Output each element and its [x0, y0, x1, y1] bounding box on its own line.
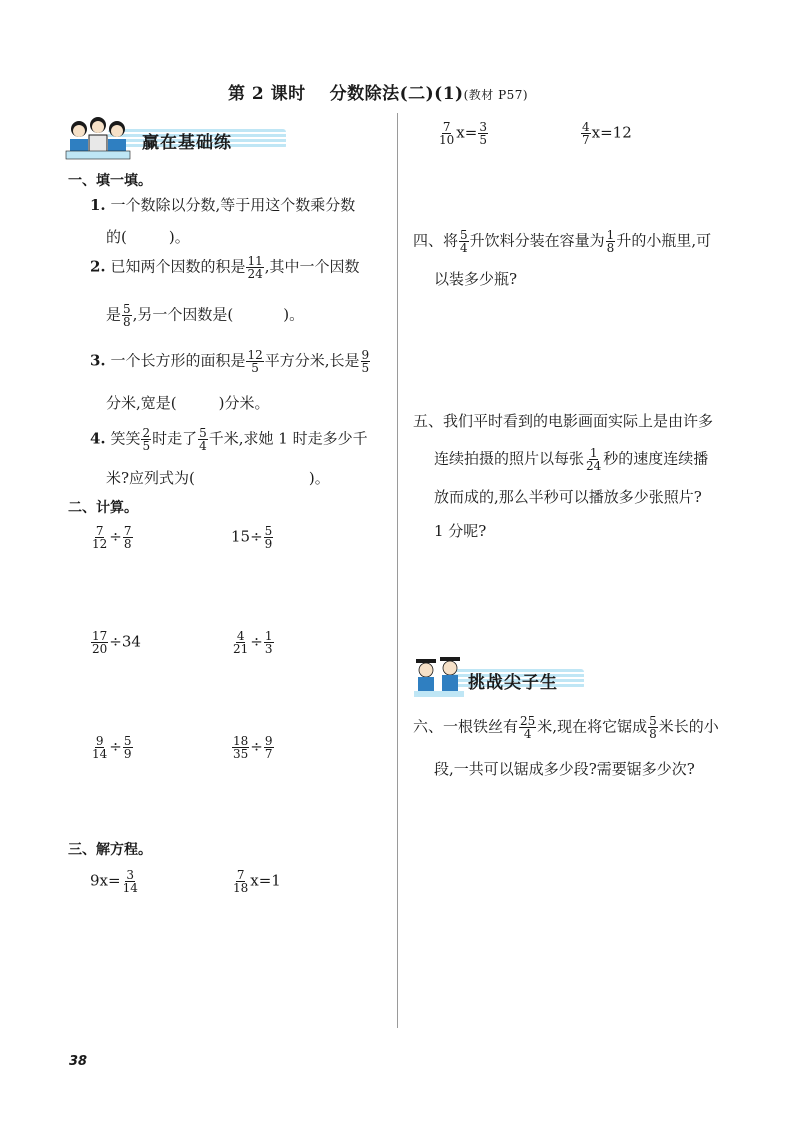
column-divider	[397, 113, 398, 1028]
section-heading-fill: 一、填一填。	[68, 173, 152, 189]
banner-title: 赢在基础练	[142, 133, 232, 153]
section-heading-calc: 二、计算。	[68, 500, 138, 516]
fraction: $\frac{5}{8}$	[123, 302, 131, 329]
problem-6-line-2: 段,一共可以锯成多少段?需要锯多少次?	[434, 760, 695, 778]
question-3-line-1: 3. 一个长方形的面积是 $\frac{12}{5}$ 平方分米,长是 $\frac{9}{5}$	[90, 348, 370, 375]
equation-item: $\frac{7}{18}$ x=1	[233, 868, 281, 895]
question-1-line-2: 的( )。	[106, 228, 190, 246]
calc-item: $\frac{9}{14}$ ÷ $\frac{5}{9}$	[92, 734, 132, 761]
page-title	[228, 79, 528, 104]
question-3-line-2: 分米,宽是( )分米。	[106, 394, 270, 412]
textbook-reference: (教材 P57)	[463, 88, 529, 102]
challenge-banner	[412, 655, 592, 701]
problem-4-line-2: 以装多少瓶?	[434, 270, 518, 288]
equation-item: $\frac{7}{10}$ x= $\frac{3}{5}$	[439, 120, 487, 147]
question-2-line-1: 2. 已知两个因数的积是 $\frac{11}{24}$ ,其中一个因数	[90, 254, 360, 281]
fraction: $\frac{5}{4}$	[199, 426, 207, 453]
equation-item: 9x= $\frac{3}{14}$	[90, 868, 138, 895]
fraction: $\frac{9}{5}$	[361, 348, 370, 375]
section-heading-equations: 三、解方程。	[68, 842, 152, 858]
fraction: $\frac{11}{24}$	[247, 254, 263, 281]
problem-5-line-1: 五、我们平时看到的电影画面实际上是由许多	[413, 412, 714, 430]
calc-item: $\frac{4}{21}$ ÷ $\frac{1}{3}$	[233, 629, 273, 656]
fraction: $\frac{12}{5}$	[247, 348, 263, 375]
question-1-line-1: 1. 一个数除以分数,等于用这个数乘分数	[90, 196, 356, 214]
calc-item: $\frac{17}{20}$ ÷34	[92, 629, 141, 656]
equation-item: $\frac{4}{7}$ x=12	[582, 120, 632, 147]
question-4-line-2: 米?应列式为( )。	[106, 469, 330, 487]
basic-practice-banner	[64, 115, 304, 161]
banner-title: 挑战尖子生	[468, 673, 558, 693]
question-2-line-2: 是 $\frac{5}{8}$ ,另一个因数是( )。	[106, 302, 305, 329]
problem-5-line-4: 1 分呢?	[434, 522, 487, 540]
lesson-title: 第 2 课时 分数除法(二)(1)	[228, 84, 464, 104]
calc-item: $\frac{7}{12}$ ÷ $\frac{7}{8}$	[92, 524, 132, 551]
calc-item: $\frac{18}{35}$ ÷ $\frac{9}{7}$	[233, 734, 273, 761]
page-number: 38	[69, 1054, 88, 1069]
calc-item: 15÷ $\frac{5}{9}$	[231, 524, 273, 551]
students-illustration-icon	[64, 115, 134, 161]
problem-5-line-3: 放而成的,那么半秒可以播放多少张照片?	[434, 488, 702, 506]
fraction: $\frac{2}{5}$	[142, 426, 151, 453]
problem-5-line-2: 连续拍摄的照片以每张 $\frac{1}{24}$ 秒的速度连续播	[434, 446, 709, 473]
problem-6-line-1: 六、一根铁丝有 $\frac{25}{4}$ 米,现在将它锯成 $\frac{5}{8}$ 米长的小	[413, 714, 719, 741]
graduate-students-icon	[412, 655, 468, 701]
problem-4-line-1: 四、将 $\frac{5}{4}$ 升饮料分装在容量为 $\frac{1}{8}$ 升的小瓶里,可	[413, 228, 712, 255]
question-4-line-1: 4. 笑笑 $\frac{2}{5}$ 时走了 $\frac{5}{4}$ 千米,求她 1 时走多少千	[90, 426, 368, 453]
